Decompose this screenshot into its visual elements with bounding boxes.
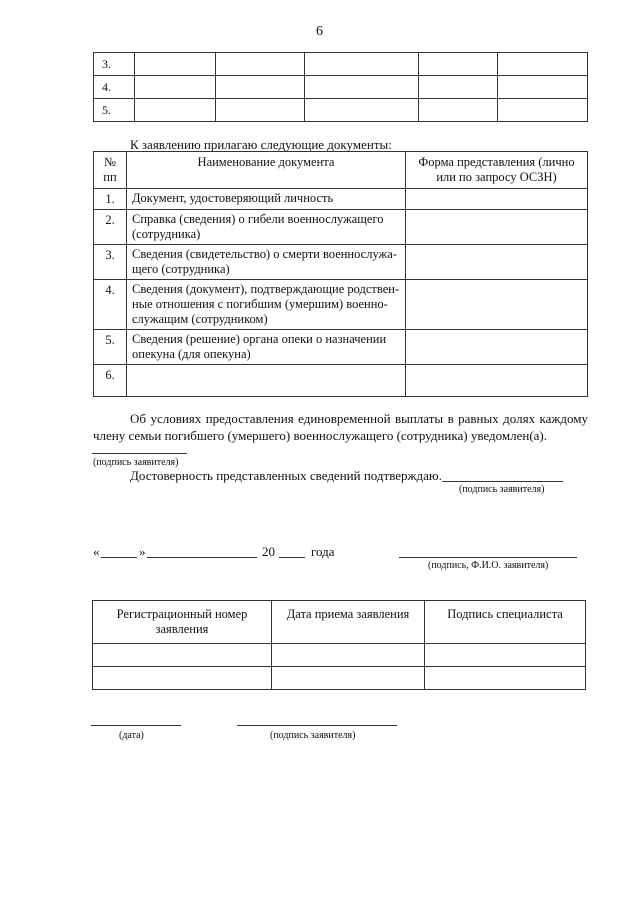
doc-num: 3. xyxy=(94,245,127,280)
table-row xyxy=(94,210,588,245)
signature-caption-3: (подпись заявителя) xyxy=(270,730,356,741)
table-row xyxy=(94,189,588,210)
table-cell[interactable] xyxy=(419,99,498,122)
header-signature: Подпись специалиста xyxy=(425,601,586,644)
confirm-text: Достоверность представленных сведений подтверждаю. xyxy=(130,468,442,483)
table-row xyxy=(93,644,586,667)
date-field[interactable] xyxy=(91,725,181,726)
doc-name: Сведения (свидетельство) о смерти военнослужа-щего (сотрудника) xyxy=(127,245,406,280)
table-cell[interactable] xyxy=(216,76,305,99)
doc-name: Сведения (решение) органа опеки о назначении опекуна (для опекуна) xyxy=(127,330,406,365)
table-row xyxy=(94,76,588,99)
table-cell[interactable] xyxy=(419,53,498,76)
header-reg-number: Регистрационный номер заявления xyxy=(93,601,272,644)
signature-caption-1: (подпись заявителя) xyxy=(93,457,179,468)
doc-num: 6. xyxy=(94,365,127,397)
table-cell[interactable] xyxy=(135,99,216,122)
year-suffix: года xyxy=(311,544,335,559)
table-cell[interactable] xyxy=(305,99,419,122)
header-num: № пп xyxy=(94,152,127,189)
table-row xyxy=(94,330,588,365)
table-cell[interactable] xyxy=(135,76,216,99)
table-cell[interactable] xyxy=(93,667,272,690)
year-field[interactable] xyxy=(279,557,305,558)
table-cell[interactable] xyxy=(216,53,305,76)
conditions-text: Об условиях предоставления единовременной выплаты в равных долях каждому члену семьи погибшего (умершего) военнослужащего (сотрудника) уведомлен(а). xyxy=(93,411,588,443)
doc-num: 4. xyxy=(94,280,127,330)
day-field[interactable] xyxy=(101,557,137,558)
table-row xyxy=(94,53,588,76)
doc-num: 2. xyxy=(94,210,127,245)
signature-fio-caption: (подпись, Ф.И.О. заявителя) xyxy=(428,560,549,571)
table-cell[interactable] xyxy=(305,76,419,99)
table-cell[interactable] xyxy=(216,99,305,122)
date-close-quote: » xyxy=(139,544,146,559)
doc-num: 1. xyxy=(94,189,127,210)
month-field[interactable] xyxy=(147,557,257,558)
table-cell[interactable] xyxy=(419,76,498,99)
table-row xyxy=(94,99,588,122)
table-cell[interactable] xyxy=(425,644,586,667)
doc-form[interactable] xyxy=(406,210,588,245)
signature-line-1[interactable] xyxy=(92,453,187,454)
table-cell[interactable] xyxy=(498,99,588,122)
table-cell[interactable] xyxy=(272,667,425,690)
registration-table xyxy=(92,600,586,690)
family-members-table xyxy=(93,52,588,122)
header-form: Форма представления (лично или по запросу ОСЗН) xyxy=(406,152,588,189)
header-name: Наименование документа xyxy=(127,152,406,189)
table-row xyxy=(94,245,588,280)
signature-line-3[interactable] xyxy=(237,725,397,726)
doc-name: Справка (сведения) о гибели военнослужащего (сотрудника) xyxy=(127,210,406,245)
row-number: 3. xyxy=(94,53,135,76)
doc-form[interactable] xyxy=(406,330,588,365)
table-cell[interactable] xyxy=(305,53,419,76)
table-row xyxy=(94,280,588,330)
doc-form[interactable] xyxy=(406,280,588,330)
table-row xyxy=(93,667,586,690)
signature-caption-2: (подпись заявителя) xyxy=(459,484,545,495)
documents-table xyxy=(93,151,588,397)
page-number: 6 xyxy=(316,24,323,39)
table-cell[interactable] xyxy=(93,644,272,667)
date-caption: (дата) xyxy=(119,730,144,741)
table-cell[interactable] xyxy=(135,53,216,76)
doc-form[interactable] xyxy=(406,245,588,280)
year-prefix: 20 xyxy=(262,544,275,559)
documents-intro: К заявлению прилагаю следующие документы: xyxy=(130,137,392,152)
table-header-row xyxy=(94,152,588,189)
doc-name[interactable] xyxy=(127,365,406,397)
table-cell[interactable] xyxy=(272,644,425,667)
table-cell[interactable] xyxy=(498,53,588,76)
signature-fio-line[interactable] xyxy=(399,557,577,558)
header-date: Дата приема заявления xyxy=(272,601,425,644)
row-number: 5. xyxy=(94,99,135,122)
doc-name: Сведения (документ), подтверждающие родствен-ные отношения с погибшим (умершим) военно-служащим (сотрудником) xyxy=(127,280,406,330)
table-cell[interactable] xyxy=(498,76,588,99)
date-open-quote: « xyxy=(93,544,100,559)
table-header-row xyxy=(93,601,586,644)
signature-line-2[interactable] xyxy=(442,481,563,482)
doc-num: 5. xyxy=(94,330,127,365)
doc-form[interactable] xyxy=(406,189,588,210)
doc-form[interactable] xyxy=(406,365,588,397)
row-number: 4. xyxy=(94,76,135,99)
table-cell[interactable] xyxy=(425,667,586,690)
doc-name: Документ, удостоверяющий личность xyxy=(127,189,406,210)
table-row xyxy=(94,365,588,397)
